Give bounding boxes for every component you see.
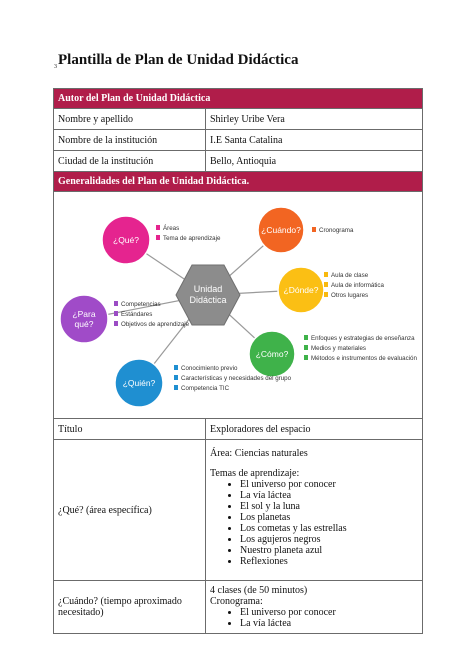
page-mark: 3 bbox=[54, 64, 57, 70]
unit-plan-diagram bbox=[54, 192, 422, 418]
institution-label: Nombre de la institución bbox=[54, 130, 206, 151]
unit-plan-diagram-cell bbox=[54, 192, 423, 419]
tema-item: • Reflexiones bbox=[240, 556, 418, 567]
item-quien: Características y necesidades del grupo bbox=[181, 375, 292, 382]
bullet-donde bbox=[324, 282, 328, 287]
document-title-text: Plantilla de Plan de Unidad Didáctica bbox=[58, 52, 299, 68]
general-section-header: Generalidades del Plan de Unidad Didáctica. bbox=[54, 172, 423, 192]
node-label-donde: ¿Dónde? bbox=[283, 285, 319, 295]
bullet-quien bbox=[174, 365, 178, 370]
titulo-value: Exploradores del espacio bbox=[206, 419, 423, 440]
item-que: Tema de aprendizaje bbox=[163, 235, 221, 242]
node-label-cuando: ¿Cuándo? bbox=[261, 225, 301, 235]
item-para-que: Objetivos de aprendizaje bbox=[121, 321, 190, 328]
center-label-line: Unidad bbox=[193, 284, 223, 294]
que-content bbox=[206, 440, 423, 581]
institution-value: I.E Santa Catalina bbox=[206, 130, 423, 151]
bullet-que bbox=[156, 235, 160, 240]
bullet-como bbox=[304, 335, 308, 340]
bullet-quien bbox=[174, 385, 178, 390]
item-donde: Aula de informática bbox=[331, 282, 384, 289]
tema-item: • El sol y la luna bbox=[240, 501, 418, 512]
titulo-label: Título bbox=[54, 419, 206, 440]
bullet-como bbox=[304, 345, 308, 350]
item-como: Métodos e instrumentos de evaluación bbox=[311, 355, 417, 362]
item-que: Áreas bbox=[163, 225, 180, 232]
que-label: ¿Qué? (área específica) bbox=[54, 440, 206, 581]
tema-item: • Los agujeros negros bbox=[240, 534, 418, 545]
bullet-quien bbox=[174, 375, 178, 380]
node-label-que: ¿Qué? bbox=[113, 235, 139, 245]
item-donde: Aula de clase bbox=[331, 272, 369, 279]
node-label-como: ¿Cómo? bbox=[255, 349, 289, 359]
cronograma-label: Cronograma: bbox=[210, 596, 263, 607]
tema-item: • Los cometas y las estrellas bbox=[240, 523, 418, 534]
author-section-header: Autor del Plan de Unidad Didáctica bbox=[54, 89, 423, 109]
item-quien: Conocimiento previo bbox=[181, 365, 238, 372]
plan-table bbox=[53, 88, 423, 634]
bullet-donde bbox=[324, 292, 328, 297]
name-value: Shirley Uribe Vera bbox=[206, 109, 423, 130]
cronograma-item: • La vía láctea bbox=[240, 618, 418, 629]
item-cuando: Cronograma bbox=[319, 227, 354, 234]
bullet-donde bbox=[324, 272, 328, 277]
tema-item: • Nuestro planeta azul bbox=[240, 545, 418, 556]
item-como: Enfoques y estrategias de enseñanza bbox=[311, 335, 415, 342]
cronograma-list bbox=[210, 607, 418, 629]
tema-item: • El universo por conocer bbox=[240, 479, 418, 490]
item-donde: Otros lugares bbox=[331, 292, 369, 299]
city-label: Ciudad de la institución bbox=[54, 151, 206, 172]
temas-label: Temas de aprendizaje: bbox=[210, 468, 300, 479]
bullet-para-que bbox=[114, 321, 118, 326]
node-label-quien: ¿Quién? bbox=[122, 378, 156, 388]
area-text: Área: Ciencias naturales bbox=[210, 448, 308, 459]
clases-text: 4 clases (de 50 minutos) bbox=[210, 585, 308, 596]
city-value: Bello, Antioquia bbox=[206, 151, 423, 172]
name-label: Nombre y apellido bbox=[54, 109, 206, 130]
bullet-para-que bbox=[114, 301, 118, 306]
bullet-que bbox=[156, 225, 160, 230]
item-para-que: Estándares bbox=[121, 311, 153, 318]
center-label-line: Didáctica bbox=[189, 295, 227, 305]
bullet-como bbox=[304, 355, 308, 360]
node-label-para-que: ¿Para bbox=[72, 309, 96, 319]
tema-item: • Los planetas bbox=[240, 512, 418, 523]
document-title bbox=[54, 52, 298, 70]
node-label-para-que: qué? bbox=[74, 319, 94, 329]
item-para-que: Competencias bbox=[121, 301, 161, 308]
temas-list bbox=[210, 479, 418, 567]
item-quien: Competencia TIC bbox=[181, 385, 230, 392]
bullet-para-que bbox=[114, 311, 118, 316]
item-como: Medios y materiales bbox=[311, 345, 367, 352]
cuando-label: ¿Cuándo? (tiempo aproximado necesitado) bbox=[54, 581, 206, 634]
bullet-cuando bbox=[312, 227, 316, 232]
tema-item: • La vía láctea bbox=[240, 490, 418, 501]
cuando-content bbox=[206, 581, 423, 634]
cronograma-item: • El universo por conocer bbox=[240, 607, 418, 618]
